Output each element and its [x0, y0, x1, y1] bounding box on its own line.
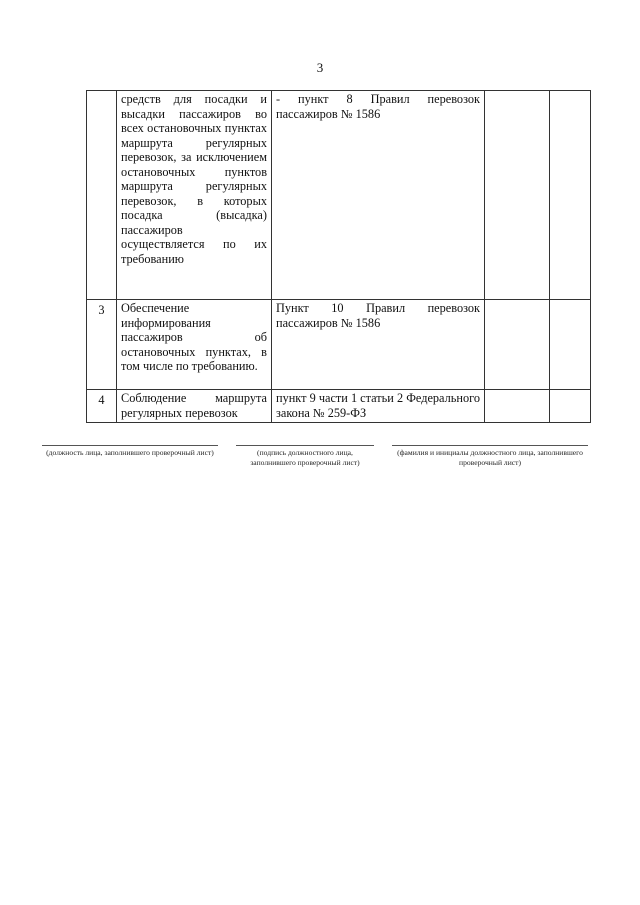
position-signature-field	[42, 445, 218, 458]
checklist-table	[86, 90, 591, 423]
reference-cell: - пункт 8 Правил перевозок пассажиров № 1586	[272, 91, 485, 300]
note-cell	[550, 91, 591, 300]
note-cell	[550, 300, 591, 390]
name-line	[392, 445, 588, 446]
page-number: 3	[316, 60, 324, 75]
row-number	[87, 91, 117, 300]
reference-cell: Пункт 10 Правил перевозок пассажиров № 1586	[272, 300, 485, 390]
reference-cell: пункт 9 части 1 статьи 2 Федерального закона № 259-ФЗ	[272, 390, 485, 423]
signature-caption: (подпись должностного лица, заполнившего проверочный лист)	[250, 448, 360, 467]
position-caption: (должность лица, заполнившего проверочный лист)	[46, 448, 214, 457]
table-row	[87, 300, 591, 390]
requirement-cell: Соблюдение маршрута регулярных перевозок	[117, 390, 272, 423]
row-number: 4	[87, 390, 117, 423]
answer-cell	[485, 300, 550, 390]
row-number: 3	[87, 300, 117, 390]
signature-field	[236, 445, 374, 468]
answer-cell	[485, 390, 550, 423]
table-row	[87, 91, 591, 300]
name-caption: (фамилия и инициалы должностного лица, заполнившего проверочный лист)	[397, 448, 583, 467]
note-cell	[550, 390, 591, 423]
name-signature-field	[392, 445, 588, 468]
requirement-cell: средств для посадки и высадки пассажиров во всех остановочных пунктах маршрута регулярных перевозок, за исключением остановочных пунктов маршрута регулярных перевозок, в которых посадка (высадка) пассажиров осуществляется по их требованию	[117, 91, 272, 300]
answer-cell	[485, 91, 550, 300]
signature-line	[236, 445, 374, 446]
table-row	[87, 390, 591, 423]
requirement-cell: Обеспечение информирования пассажиров об остановочных пунктах, в том числе по требованию.	[117, 300, 272, 390]
position-line	[42, 445, 218, 446]
